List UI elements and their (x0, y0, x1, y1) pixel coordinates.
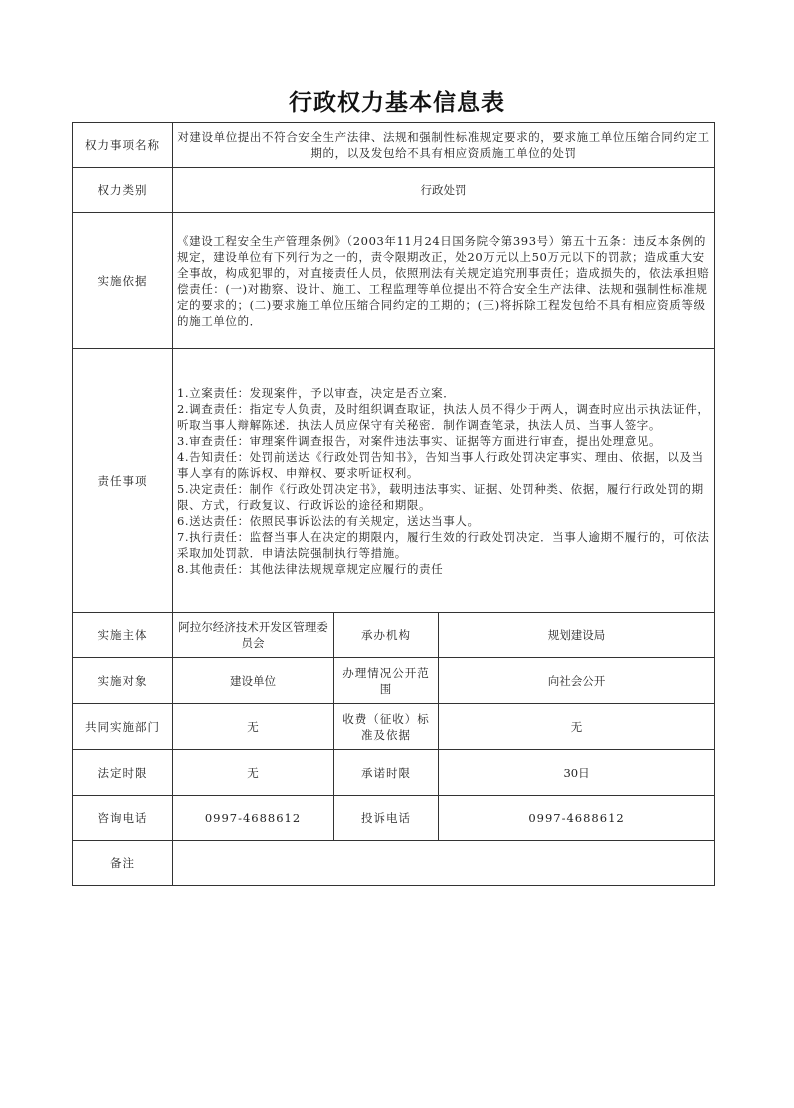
basis-value: 《建设工程安全生产管理条例》（2003年11月24日国务院令第393号）第五十五条：违反本条例的规定，建设单位有下列行为之一的，责令限期改正，处20万元以上50万元以下的罚款；造成重大安全事故，构成犯罪的，对直接责任人员，依照刑法有关规定追究刑事责任；造成损失的，依法承担赔偿责任：(一)对勘察、设计、施工、工程监理等单位提出不符合安全生产法律、法规和强制性标准规定的要求的；(二)要求施工单位压缩合同约定的工期的；(三)将拆除工程发包给不具有相应资质等级的施工单位的． (173, 213, 715, 349)
consult-phone-label: 咨询电话 (73, 796, 173, 841)
consult-phone-value: 0997-4688612 (173, 796, 334, 841)
row-basis (73, 213, 715, 349)
row-power-category (73, 168, 715, 213)
row-phone (73, 796, 715, 841)
power-category-label: 权力类别 (73, 168, 173, 213)
page-title: 行政权力基本信息表 (289, 89, 505, 116)
duties-value (173, 349, 715, 613)
target-label: 实施对象 (73, 658, 173, 704)
duty-item: 1.立案责任：发现案件，予以审查，决定是否立案． (177, 385, 456, 400)
power-category-value: 行政处罚 (173, 168, 715, 213)
info-table (72, 122, 715, 886)
row-implementing-body (73, 613, 715, 658)
implementing-body-label: 实施主体 (73, 613, 173, 658)
disclosure-scope-value: 向社会公开 (439, 658, 715, 704)
complaint-phone-value: 0997-4688612 (439, 796, 715, 841)
disclosure-scope-label: 办理情况公开范围 (334, 658, 439, 704)
complaint-phone-label: 投诉电话 (334, 796, 439, 841)
power-name-value: 对建设单位提出不符合安全生产法律、法规和强制性标准规定要求的，要求施工单位压缩合同约定工期的，以及发包给不具有相应资质施工单位的处罚 (173, 123, 715, 168)
duty-item: 3.审查责任：审理案件调查报告，对案件违法事实、证据等方面进行审查，提出处理意见。 (177, 433, 662, 448)
row-power-name (73, 123, 715, 168)
duty-item: 7.执行责任：监督当事人在决定的期限内，履行生效的行政处罚决定．当事人逾期不履行的，可依法采取加处罚款．申请法院强制执行等措施。 (177, 529, 710, 560)
implementing-body-value: 阿拉尔经济技术开发区管理委员会 (173, 613, 334, 658)
row-joint-department (73, 704, 715, 750)
duty-item: 5.决定责任：制作《行政处罚决定书》，载明违法事实、证据、处罚种类、依据，履行行政处罚的期限、方式，行政复议、行政诉讼的途径和期限。 (177, 481, 704, 512)
joint-department-label: 共同实施部门 (73, 704, 173, 750)
target-value: 建设单位 (173, 658, 334, 704)
legal-time-limit-label: 法定时限 (73, 750, 173, 796)
promised-time-limit-value: 30日 (439, 750, 715, 796)
fee-standard-label: 收费（征收）标准及依据 (334, 704, 439, 750)
basis-label: 实施依据 (73, 213, 173, 349)
power-name-label: 权力事项名称 (73, 123, 173, 168)
handling-agency-value: 规划建设局 (439, 613, 715, 658)
row-duties (73, 349, 715, 613)
remarks-label: 备注 (73, 841, 173, 886)
duty-item: 2.调查责任：指定专人负责，及时组织调查取证，执法人员不得少于两人，调查时应出示执法证件，听取当事人辩解陈述．执法人员应保守有关秘密．制作调查笔录，执法人员、当事人签字。 (177, 401, 710, 432)
duty-item: 6.送达责任：依照民事诉讼法的有关规定，送达当事人。 (177, 513, 480, 528)
duty-item: 4.告知责任：处罚前送达《行政处罚告知书》，告知当事人行政处罚决定事实、理由、依据，以及当事人享有的陈诉权、申辩权、要求听证权利。 (177, 449, 704, 480)
fee-standard-value: 无 (439, 704, 715, 750)
duties-label: 责任事项 (73, 349, 173, 613)
row-remarks (73, 841, 715, 886)
row-target (73, 658, 715, 704)
duty-item: 8.其他责任：其他法律法规规章规定应履行的责任 (177, 561, 444, 576)
handling-agency-label: 承办机构 (334, 613, 439, 658)
row-time-limit (73, 750, 715, 796)
joint-department-value: 无 (173, 704, 334, 750)
remarks-value (173, 841, 715, 886)
legal-time-limit-value: 无 (173, 750, 334, 796)
promised-time-limit-label: 承诺时限 (334, 750, 439, 796)
